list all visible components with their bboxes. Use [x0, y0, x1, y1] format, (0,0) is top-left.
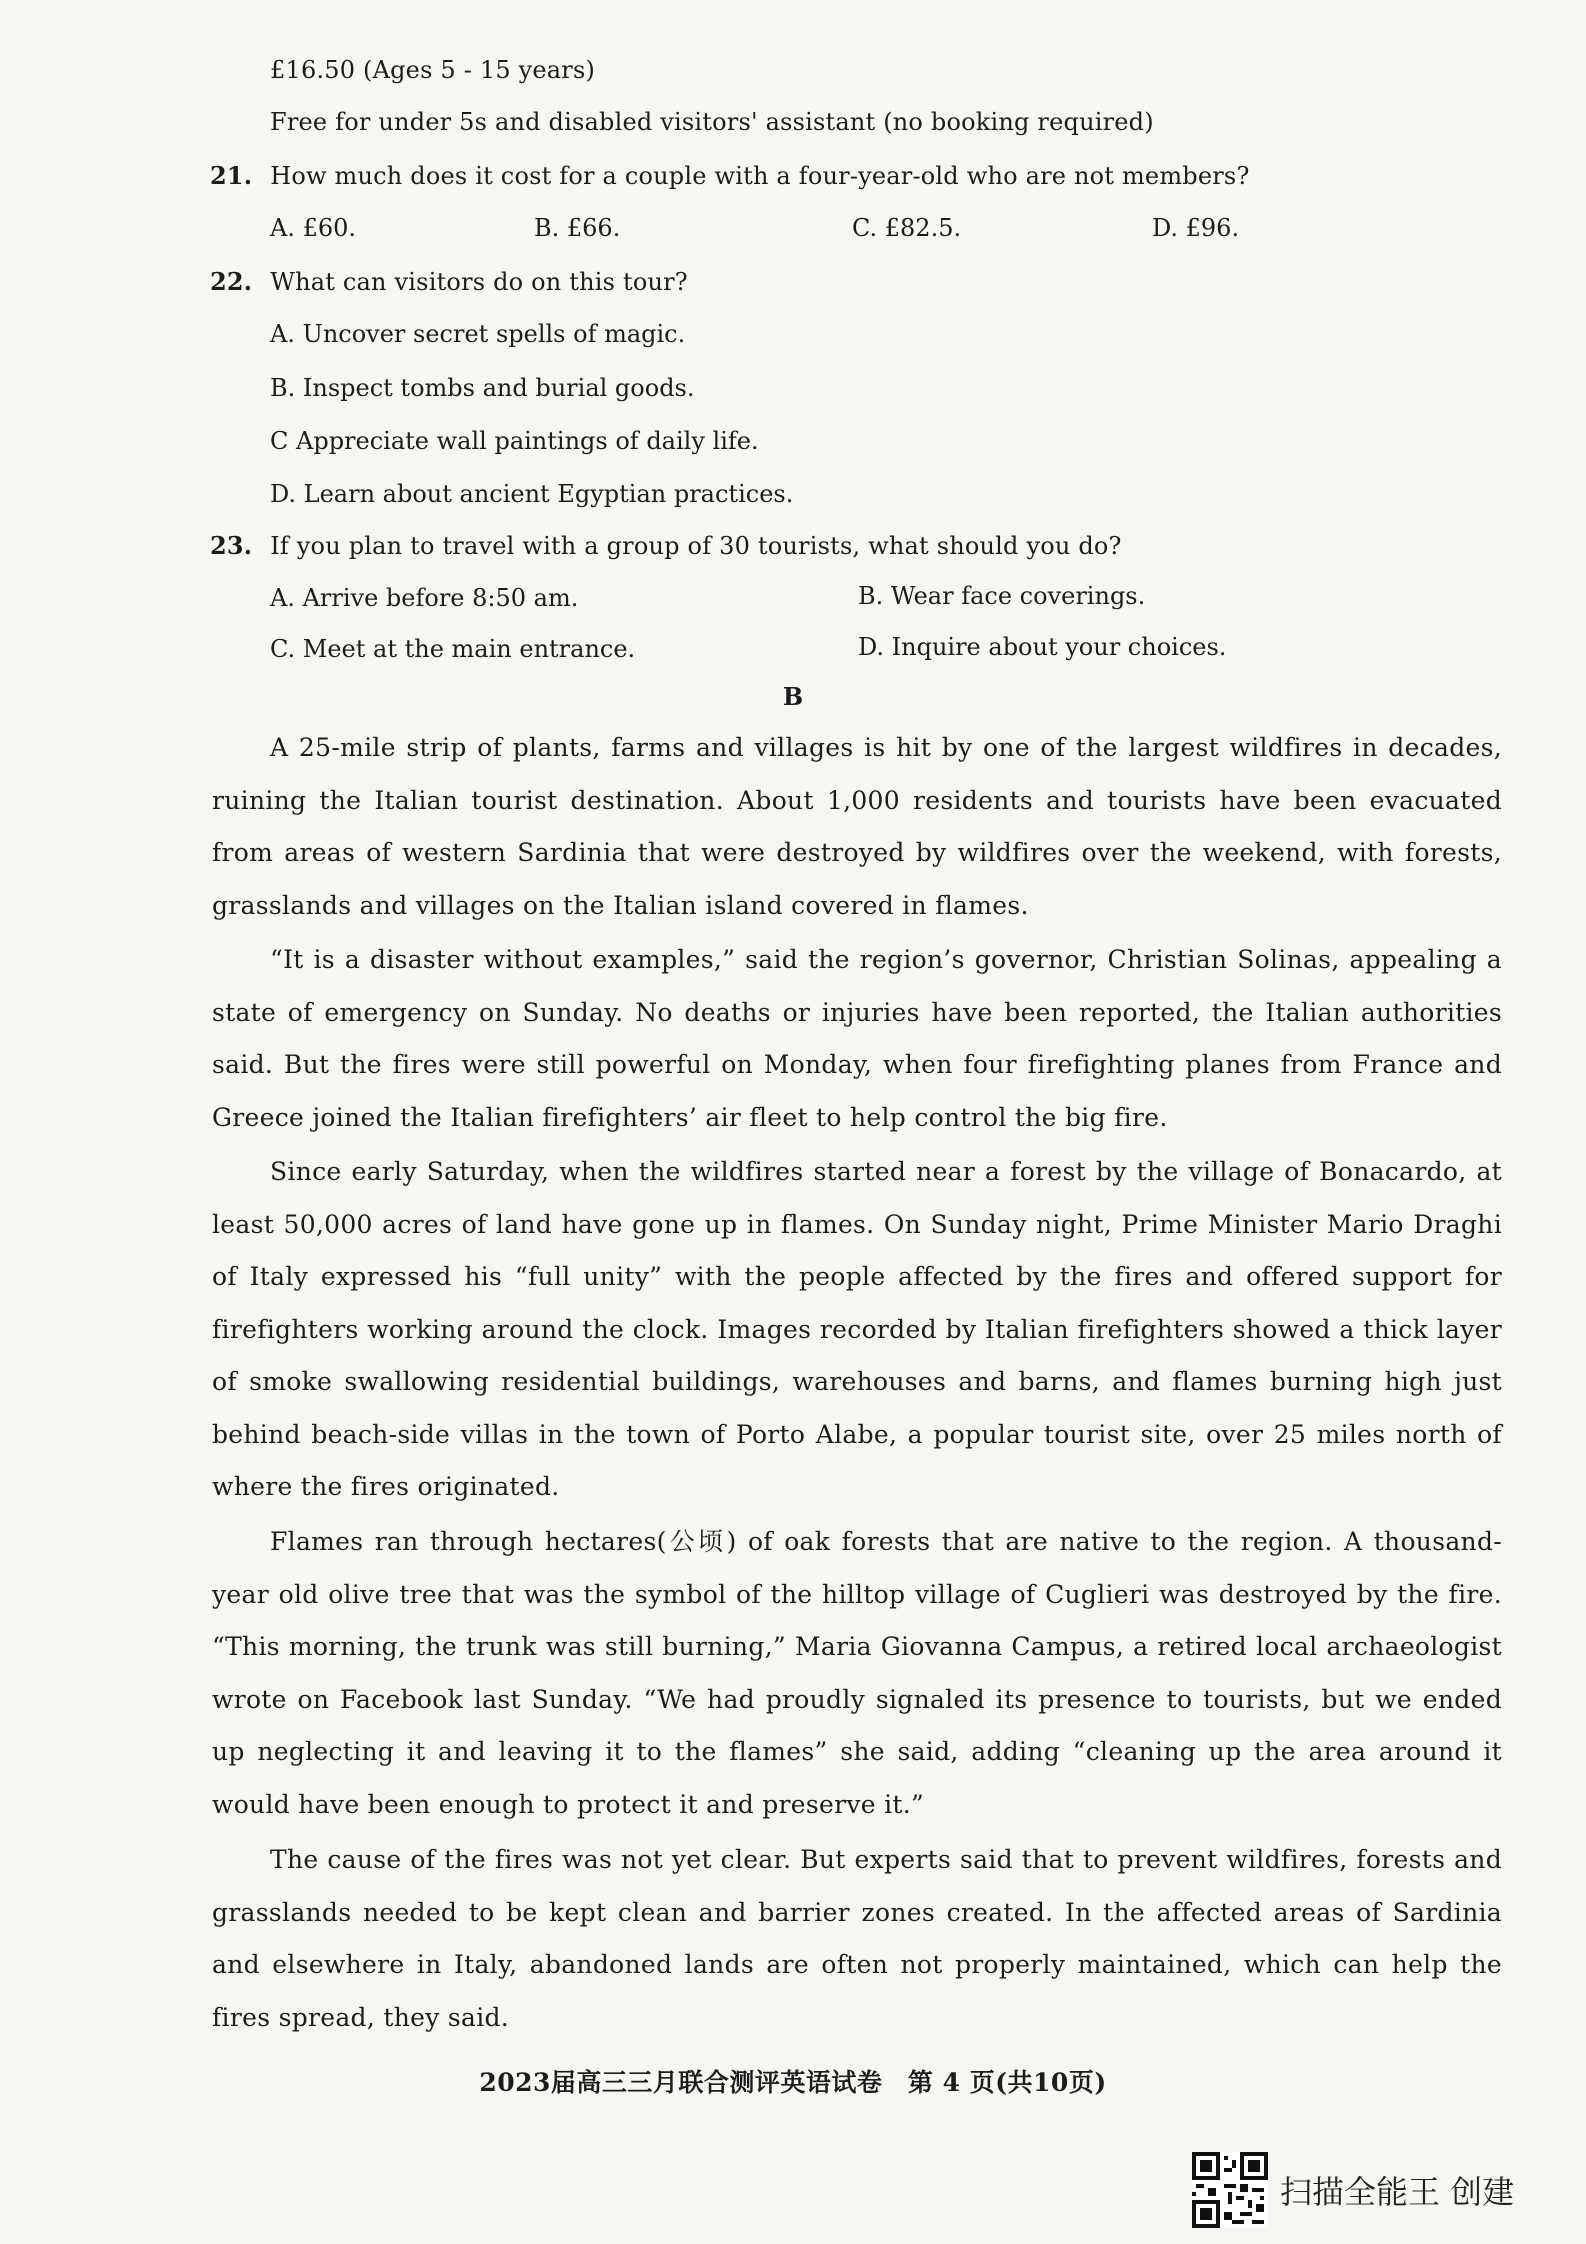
watermark-text: 扫描全能王 创建 [1280, 2173, 1515, 2211]
q23-option-b[interactable]: B. Wear face coverings. [858, 582, 1146, 610]
question-22 [210, 266, 688, 298]
question-text: How much does it cost for a couple with a four-year-old who are not members? [270, 162, 1250, 190]
passage-paragraph-3: Since early Saturday, when the wildfires started near a forest by the village of Bonacardo, at least 50,000 acres of land have gone up in flames. On Sunday night, Prime Minister Mario Draghi of Italy expressed his “full unity” with the people affected by the fires and offered support for firefighters working around the clock. Images recorded by Italian firefighters showed a thick layer of smoke swallowing residential buildings, warehouses and barns, and flames burning high just behind beach-side villas in the town of Porto Alabe, a popular tourist site, over 25 miles north of where the fires originated. [212, 1157, 1502, 1501]
question-21 [210, 160, 1250, 192]
pricing-line-children: £16.50 (Ages 5 - 15 years) [270, 56, 596, 84]
section-heading-b: B [782, 682, 804, 711]
passage-paragraph-2: “It is a disaster without examples,” said the region’s governor, Christian Solinas, appealing a state of emergency on Sunday. No deaths or injuries have been reported, the Italian authorities said. But the fires were still powerful on Monday, when four firefighting planes from France and Greece joined the Italian firefighters’ air fleet to help control the big fire. [212, 945, 1502, 1132]
q23-option-d[interactable]: D. Inquire about your choices. [858, 633, 1227, 661]
page-footer: 2023届高三三月联合测评英语试卷 第 4 页(共10页) [479, 2068, 1107, 2097]
q21-option-a[interactable]: A. £60. [270, 214, 357, 242]
scanner-watermark [1192, 2152, 1514, 2228]
q22-option-a[interactable]: A. Uncover secret spells of magic. [270, 320, 686, 348]
question-23 [210, 530, 1122, 562]
passage-paragraph-4: Flames ran through hectares(公顷) of oak forests that are native to the region. A thousand-year old olive tree that was the symbol of the hilltop village of Cuglieri was destroyed by the fire. “This morning, the trunk was still burning,” Maria Giovanna Campus, a retired local archaeologist wrote on Facebook last Sunday. “We had proudly signaled its presence to tourists, but we ended up neglecting it and leaving it to the flames” she said, adding “cleaning up the area around it would have been enough to protect it and preserve it.” [212, 1527, 1502, 1819]
qr-code-icon [1192, 2152, 1268, 2228]
q21-option-b[interactable]: B. £66. [534, 214, 621, 242]
q22-option-d[interactable]: D. Learn about ancient Egyptian practices. [270, 480, 794, 508]
pricing-line-free: Free for under 5s and disabled visitors' assistant (no booking required) [270, 108, 1154, 136]
q23-option-c[interactable]: C. Meet at the main entrance. [270, 635, 636, 663]
passage-paragraph-1: A 25-mile strip of plants, farms and villages is hit by one of the largest wildfires in decades, ruining the Italian tourist destination. About 1,000 residents and tourists have been evacuated from areas of western Sardinia that were destroyed by wildfires over the weekend, with forests, grasslands and villages on the Italian island covered in flames. [212, 733, 1502, 920]
question-number: 23. [210, 531, 253, 560]
question-number: 22. [210, 267, 253, 296]
q21-option-c[interactable]: C. £82.5. [852, 214, 962, 242]
question-text: What can visitors do on this tour? [270, 268, 688, 296]
passage-paragraph-5: The cause of the fires was not yet clear. But experts said that to prevent wildfires, forests and grasslands needed to be kept clean and barrier zones created. In the affected areas of Sardinia and elsewhere in Italy, abandoned lands are often not properly maintained, which can help the fires spread, they said. [212, 1845, 1502, 2032]
question-text: If you plan to travel with a group of 30 tourists, what should you do? [270, 532, 1122, 560]
q21-option-d[interactable]: D. £96. [1152, 214, 1240, 242]
q22-option-c[interactable]: C Appreciate wall paintings of daily life. [270, 427, 759, 455]
q22-option-b[interactable]: B. Inspect tombs and burial goods. [270, 374, 695, 402]
q23-option-a[interactable]: A. Arrive before 8:50 am. [270, 584, 579, 612]
question-number: 21. [210, 161, 253, 190]
